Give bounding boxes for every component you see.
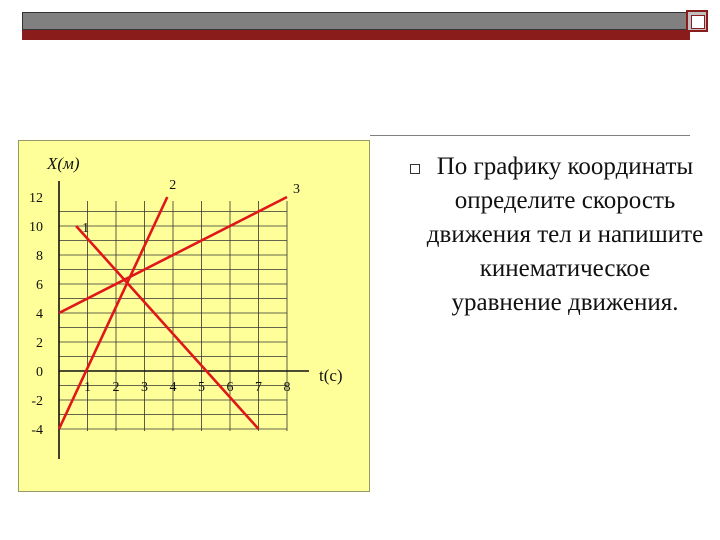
x-tick-label: 2 (112, 380, 120, 395)
y-tick-label: 2 (36, 336, 43, 351)
tick-labels (29, 191, 291, 438)
grid (59, 201, 287, 431)
y-tick-label: 8 (36, 249, 43, 264)
x-tick-label: 4 (169, 380, 177, 395)
x-tick-label: 5 (198, 380, 205, 395)
y-tick-label: 0 (36, 365, 43, 380)
y-tick-label: 6 (36, 278, 43, 293)
chart-svg (19, 141, 371, 493)
x-tick-label: 7 (255, 380, 262, 395)
axes (59, 181, 309, 459)
corner-decoration-inner (691, 15, 705, 29)
divider-line (370, 135, 690, 136)
x-tick-label: 8 (283, 380, 291, 395)
y-tick-label: -2 (31, 394, 43, 409)
y-tick-label: -4 (31, 423, 43, 438)
y-axis-label: X(м) (47, 154, 80, 173)
x-tick-label: 3 (141, 380, 148, 395)
x-tick-label: 1 (84, 380, 91, 395)
coordinate-chart (18, 140, 370, 492)
top-title-bar (22, 12, 690, 30)
y-tick-label: 4 (36, 307, 43, 322)
y-tick-label: 12 (29, 191, 43, 206)
series-label-2: 2 (169, 178, 177, 193)
task-text: По графику координаты определите скорость движения тел и напишите кинематическое уравнение движения. (426, 153, 704, 316)
series-label-1: 1 (82, 221, 90, 236)
top-accent-bar (22, 30, 690, 40)
x-axis-label: t(c) (319, 366, 343, 385)
series-label-3: 3 (293, 182, 300, 197)
corner-decoration (686, 10, 708, 32)
bullet-square-icon (410, 164, 420, 174)
y-tick-label: 10 (29, 220, 43, 235)
x-tick-label: 6 (226, 380, 234, 395)
